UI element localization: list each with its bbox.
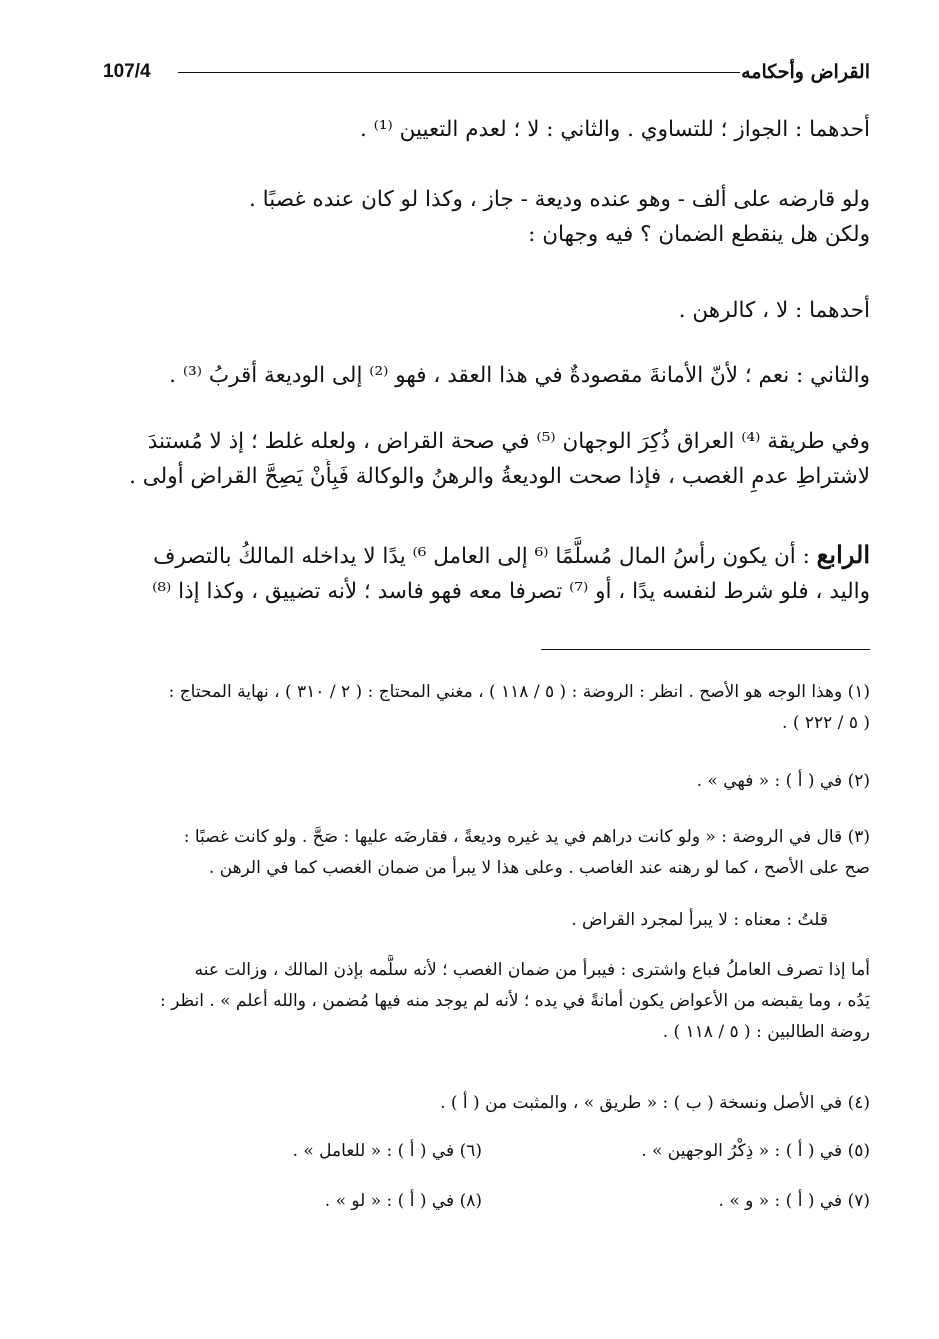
footnote-divider — [541, 649, 870, 650]
footnote-6: (٦) في ( أ ) : « للعامل » . — [292, 1141, 482, 1161]
footnote-7: (٧) في ( أ ) : « و » . — [718, 1191, 870, 1211]
paragraph-line: أحدهما : الجواز ؛ للتساوي . والثاني : لا ؛ لعدم التعيين ⁽¹⁾ . — [359, 117, 870, 142]
footnote-line: (٤) في الأصل ونسخة ( ب ) : « طريق » ، والمثبت من ( أ ) . — [440, 1093, 870, 1113]
paragraph-line: ولو قارضه على ألف - وهو عنده وديعة - جاز ، وكذا لو كان عنده غصبًا . — [249, 187, 870, 212]
footnote-1 — [103, 677, 870, 739]
footnote-line: صح على الأصح ، كما لو رهنه عند الغاصب . وعلى هذا لا يبرأ من ضمان الغصب كما في الرهن . — [208, 858, 870, 878]
paragraph-line: أحدهما : لا ، كالرهن . — [678, 298, 870, 323]
paragraph-2 — [103, 182, 870, 252]
paragraph-line: وفي طريقة ⁽⁴⁾ العراق ذُكِرَ الوجهان ⁽⁵⁾ في صحة القراض ، ولعله غلط ؛ إذ لا مُستندَ — [147, 429, 870, 454]
paragraph-line: والثاني : نعم ؛ لأنّ الأمانةَ مقصودةٌ في هذا العقد ، فهو ⁽²⁾ إلى الوديعة أقربُ ⁽³⁾ . — [169, 363, 870, 388]
paragraph-1 — [103, 112, 870, 147]
paragraph-5 — [103, 424, 870, 494]
running-header — [103, 58, 870, 88]
header-title: القراض وأحكامه — [741, 61, 870, 83]
paragraph-3 — [103, 293, 870, 328]
footnote-line: (٣) قال في الروضة : « ولو كانت دراهم في يد غيره وديعةً ، فقارضَه عليها : صَحَّ . ولو كانت غصبًا : — [183, 827, 870, 847]
paragraph-line — [103, 537, 870, 574]
footnote-3-quote — [103, 955, 870, 1048]
footnote-line: ( ٥ / ٢٢٢ ) . — [782, 713, 870, 733]
footnote-line: يَدُه ، وما يقبضه من الأعواض يكون أمانةً في يده ؛ لأنه لم يوجد منه فيها مُضمن ، والله أعلم » . انظر : — [160, 991, 870, 1011]
footnote-2 — [103, 766, 870, 797]
paragraph-6 — [103, 537, 870, 609]
footnote-3 — [103, 822, 870, 884]
footnote-line: (٢) في ( أ ) : « فهي » . — [696, 771, 870, 791]
footnote-line: قلتُ : معناه : لا يبرأ لمجرد القراض . — [571, 910, 828, 930]
paragraph-4 — [103, 358, 870, 393]
paragraph-line: واليد ، فلو شرط لنفسه يدًا ، أو ⁽⁷⁾ تصرفا معه فهو فاسد ؛ لأنه تضييق ، وكذا إذا ⁽⁸⁾ — [152, 579, 870, 604]
footnote-line: (١) وهذا الوجه هو الأصح . انظر : الروضة : ( ٥ / ١١٨ ) ، مغني المحتاج : ( ٢ / ٣١٠ ) ، نهاية المحتاج : — [168, 682, 870, 702]
header-rule — [178, 72, 740, 73]
section-lead-word: الرابع — [816, 540, 870, 569]
footnote-5: (٥) في ( أ ) : « ذِكْرُ الوجهين » . — [641, 1141, 870, 1161]
paragraph-line: ولكن هل ينقطع الضمان ؟ فيه وجهان : — [528, 222, 870, 247]
footnote-line: أما إذا تصرف العاملُ فباع واشترى : فيبرأ من ضمان الغصب ؛ لأنه سلَّمه بإذن المالك ، وزالت عنه — [194, 960, 870, 980]
footnote-8: (٨) في ( أ ) : « لو » . — [324, 1191, 482, 1211]
page-number: 107/4 — [103, 61, 151, 82]
footnote-3-continued — [103, 905, 870, 936]
paragraph-line: لاشتراطِ عدمِ الغصب ، فإذا صحت الوديعةُ والرهنُ والوكالة فَبِأَنْ يَصِحَّ القراض أولى . — [129, 464, 870, 489]
paragraph-line-text: : أن يكون رأسُ المال مُسلَّمًا ⁽⁶ إلى العامل ⁶⁾ يدًا لا يداخله المالكُ بالتصرف — [153, 544, 817, 569]
footnote-4 — [103, 1088, 870, 1119]
footnote-line: روضة الطالبين : ( ٥ / ١١٨ ) . — [662, 1022, 870, 1042]
